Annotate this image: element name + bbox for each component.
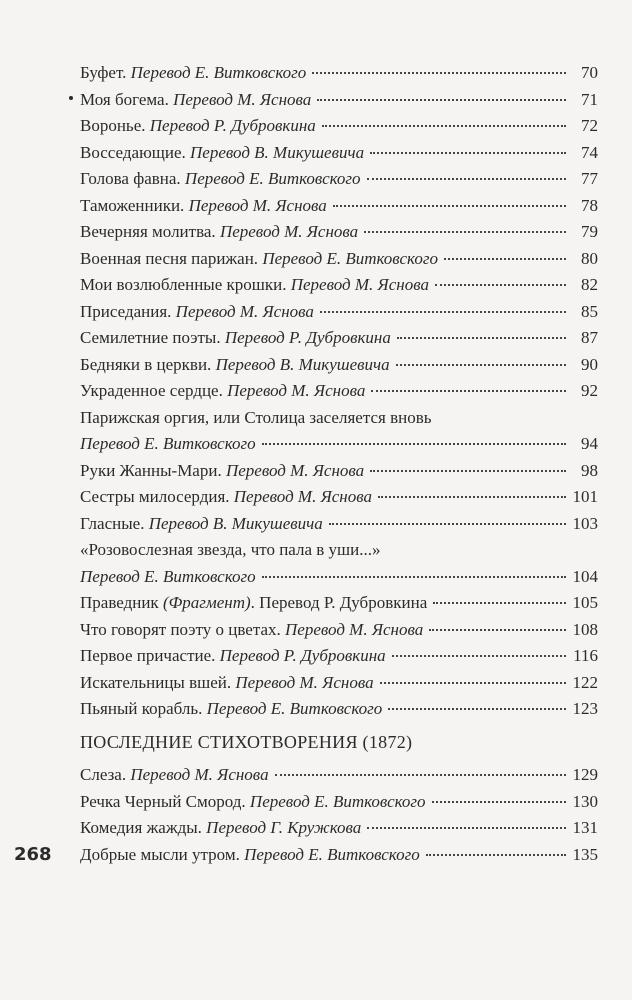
poem-title: Воронье.: [80, 116, 146, 135]
ink-speck: [69, 96, 73, 100]
entry-text: [80, 60, 306, 87]
translator-credit: Перевод Р. Дубровкина: [219, 646, 386, 665]
page-ref: 87: [581, 328, 598, 347]
translator-credit: Перевод Е. Витковского: [262, 248, 438, 268]
toc-entry: [80, 590, 598, 617]
section-title: ПОСЛЕДНИЕ СТИХОТВОРЕНИЯ (1872): [80, 732, 413, 752]
toc-entry: [80, 762, 598, 789]
dot-leader: [367, 826, 566, 829]
dot-leader: [367, 177, 566, 180]
poem-title: Праведник: [80, 593, 159, 612]
entry-text: [80, 87, 311, 114]
dot-leader: [388, 707, 566, 710]
toc-entry: [80, 113, 598, 140]
entry-text: [80, 484, 372, 511]
dot-leader: [275, 773, 566, 776]
entry-text: [80, 352, 390, 379]
dot-leader: [329, 522, 566, 525]
toc-entry: [80, 60, 598, 87]
entry-text: [80, 113, 316, 140]
dot-leader: [432, 800, 566, 803]
toc-entry: [80, 405, 598, 432]
translator-credit: Перевод М. Яснова: [235, 672, 374, 692]
toc-entry: [80, 484, 598, 511]
page-ref: 82: [581, 275, 598, 294]
poem-title: «Розовослезная звезда, что пала в уши...»: [80, 540, 381, 559]
dot-leader: [435, 283, 566, 286]
toc-entry: [80, 511, 598, 538]
page-ref: 103: [572, 513, 598, 533]
poem-title: Речка Черный Смород.: [80, 791, 246, 811]
dot-leader: [320, 310, 566, 313]
entry-text: [80, 378, 365, 405]
toc-entry: [80, 87, 598, 114]
translator-credit: Перевод М. Яснова: [173, 89, 312, 109]
table-of-contents-main: [80, 60, 598, 723]
entry-text: [80, 789, 426, 816]
poem-title: Пьяный корабль.: [80, 699, 203, 718]
page-ref: 78: [581, 195, 598, 215]
toc-entry: [80, 670, 598, 697]
translator-credit: Перевод Е. Витковского: [80, 566, 256, 586]
entry-text: [80, 590, 427, 617]
dot-leader: [378, 495, 566, 498]
poem-title: Приседания.: [80, 301, 172, 321]
page-ref: 85: [581, 301, 598, 321]
poem-title: Искательницы вшей.: [80, 672, 232, 692]
entry-text: [80, 431, 256, 458]
dot-leader: [397, 336, 566, 339]
toc-entry: [80, 643, 598, 670]
entry-text: [80, 166, 361, 193]
translator-credit: (Фрагмент): [162, 593, 251, 612]
page-ref: 130: [572, 791, 598, 811]
translator-credit: Перевод Е. Витковского: [249, 791, 426, 811]
poem-title: Комедия жажды.: [80, 818, 202, 837]
poem-title: Голова фавна.: [80, 169, 181, 188]
toc-entry: [80, 564, 598, 591]
toc-entry: [80, 193, 598, 220]
poem-title: Первое причастие.: [80, 646, 216, 665]
poem-title: Мои возлюбленные крошки.: [80, 275, 287, 294]
toc-entry: [80, 352, 598, 379]
poem-title: Украденное сердце.: [80, 381, 223, 400]
page-ref: 98: [581, 460, 598, 480]
toc-entry: [80, 325, 598, 352]
poem-title: Восседающие.: [80, 142, 186, 162]
page-ref: 123: [572, 699, 598, 718]
dot-leader: [370, 469, 566, 472]
page-ref: 135: [572, 844, 598, 864]
translator-credit-tail: . Перевод Р. Дубровкина: [250, 593, 428, 612]
poem-title: Гласные.: [80, 513, 145, 533]
table-of-contents-last-poems: [80, 762, 598, 868]
dot-leader: [433, 601, 566, 604]
toc-entry: [80, 458, 598, 485]
dot-leader: [396, 363, 566, 366]
dot-leader: [370, 151, 566, 154]
page-ref: 116: [573, 646, 598, 665]
entry-text: [80, 193, 327, 220]
translator-credit: Перевод Е. Витковского: [130, 63, 307, 82]
toc-entry: [80, 537, 598, 564]
dot-leader: [317, 98, 566, 101]
entry-text: [80, 511, 323, 538]
dot-leader: [322, 124, 566, 127]
poem-title: Слеза.: [80, 765, 127, 784]
poem-title: Семилетние поэты.: [80, 328, 221, 347]
poem-title: Что говорят поэту о цветах.: [80, 619, 281, 639]
dot-leader: [371, 389, 566, 392]
dot-leader: [426, 853, 566, 856]
dot-leader: [444, 257, 566, 260]
entry-text: [80, 272, 429, 299]
translator-credit: Перевод М. Яснова: [219, 222, 359, 241]
page-ref: 92: [581, 381, 598, 400]
toc-entry: [80, 246, 598, 273]
page-ref: 77: [581, 169, 598, 188]
entry-text: [80, 299, 314, 326]
entry-text: [80, 564, 256, 591]
poem-title: Буфет.: [80, 63, 127, 82]
translator-credit: Перевод Р. Дубровкина: [149, 116, 316, 135]
toc-entry: [80, 696, 598, 723]
translator-credit: Перевод Е. Витковского: [244, 844, 420, 864]
poem-title: Таможенники.: [80, 195, 185, 215]
dot-leader: [380, 681, 566, 684]
poem-title: Руки Жанны-Мари.: [80, 460, 222, 480]
poem-title: Моя богема.: [80, 89, 169, 109]
toc-entry: [80, 378, 598, 405]
translator-credit: Перевод В. Микушевича: [215, 354, 390, 374]
page-ref: 71: [581, 89, 598, 109]
translator-credit: Перевод М. Яснова: [130, 765, 269, 784]
translator-credit: Перевод М. Яснова: [227, 381, 366, 400]
poem-title: Бедняки в церкви.: [80, 354, 212, 374]
translator-credit: Перевод М. Яснова: [225, 460, 365, 480]
entry-text: [80, 537, 380, 564]
entry-text: [80, 458, 364, 485]
translator-credit: Перевод М. Яснова: [188, 195, 327, 215]
toc-entry: [80, 299, 598, 326]
page-number: 268: [14, 844, 52, 865]
poem-title: Сестры милосердия.: [80, 487, 230, 506]
page-ref: 108: [572, 619, 598, 639]
entry-text: [80, 325, 391, 352]
toc-entry: [80, 842, 598, 869]
entry-text: [80, 219, 358, 246]
toc-entry: [80, 815, 598, 842]
dot-leader: [333, 204, 566, 207]
page-ref: 79: [581, 222, 598, 241]
translator-credit: Перевод В. Микушевича: [190, 142, 365, 162]
translator-credit: Перевод В. Микушевича: [148, 513, 323, 533]
translator-credit: Перевод Е. Витковского: [184, 169, 361, 188]
page-ref: 105: [572, 593, 598, 612]
page-ref: 131: [572, 818, 598, 837]
dot-leader: [262, 442, 566, 445]
entry-text: [80, 643, 386, 670]
poem-title: Вечерняя молитва.: [80, 222, 216, 241]
poem-title: Парижская оргия, или Столица заселяется вновь: [80, 407, 432, 427]
entry-text: [80, 246, 438, 273]
toc-entry: [80, 789, 598, 816]
entry-text: [80, 815, 361, 842]
page-ref: 74: [581, 142, 598, 162]
page-ref: 94: [581, 434, 598, 453]
toc-entry: [80, 140, 598, 167]
dot-leader: [312, 71, 566, 74]
page-ref: 129: [572, 765, 598, 784]
translator-credit: Перевод М. Яснова: [290, 275, 429, 294]
translator-credit: Перевод М. Яснова: [233, 487, 373, 506]
entry-text: [80, 405, 431, 432]
translator-credit: Перевод Р. Дубровкина: [224, 328, 391, 347]
page-ref: 101: [572, 487, 598, 506]
toc-entry: [80, 219, 598, 246]
entry-text: [80, 842, 420, 869]
page-ref: 90: [581, 354, 598, 374]
page-ref: 72: [581, 116, 598, 135]
translator-credit: Перевод Е. Витковского: [80, 434, 256, 453]
toc-entry: [80, 617, 598, 644]
toc-entry: [80, 431, 598, 458]
entry-text: [80, 670, 374, 697]
translator-credit: Перевод М. Яснова: [175, 301, 314, 321]
translator-credit: Перевод Е. Витковского: [206, 699, 383, 718]
entry-text: [80, 617, 423, 644]
dot-leader: [429, 628, 566, 631]
poem-title: Добрые мысли утром.: [80, 844, 240, 864]
page-ref: 122: [572, 672, 598, 692]
dot-leader: [262, 575, 566, 578]
page-ref: 80: [581, 248, 598, 268]
page-ref: 70: [581, 63, 598, 82]
poem-title: Военная песня парижан.: [80, 248, 259, 268]
translator-credit: Перевод Г. Кружкова: [206, 818, 362, 837]
translator-credit: Перевод М. Яснова: [285, 619, 424, 639]
dot-leader: [364, 230, 566, 233]
entry-text: [80, 762, 269, 789]
entry-text: [80, 696, 382, 723]
entry-text: [80, 140, 364, 167]
dot-leader: [392, 654, 566, 657]
page-ref: 104: [572, 566, 598, 586]
toc-entry: [80, 272, 598, 299]
toc-entry: [80, 166, 598, 193]
